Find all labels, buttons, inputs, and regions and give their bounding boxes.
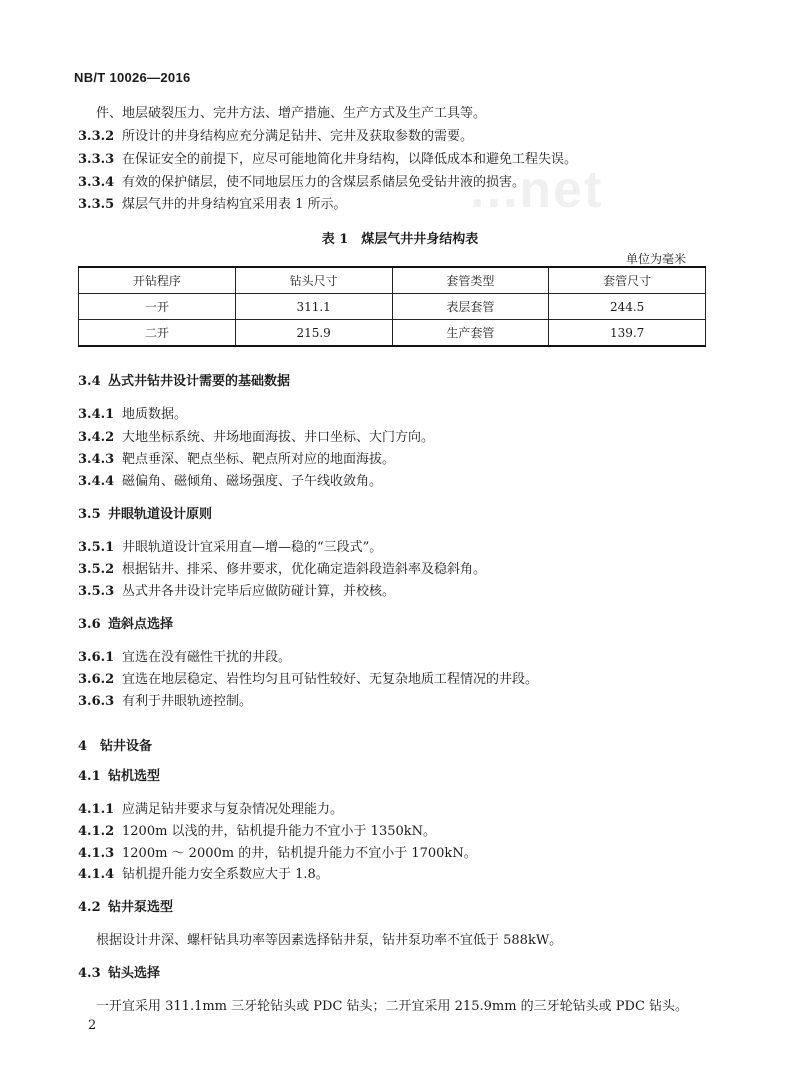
- clause-number: 3.3.4: [78, 175, 115, 190]
- clause-text: 宜选在地层稳定、岩性均匀且可钻性较好、无复杂地质工程情况的井段。: [122, 672, 539, 687]
- table-title: 表 1 煤层气井井身结构表: [321, 232, 479, 247]
- table-cell: 311.1: [235, 294, 392, 320]
- paragraph-4-2: 根据设计井深、螺杆钻具功率等因素选择钻井泵，钻井泵功率不宜低于 588kW。: [96, 933, 563, 948]
- section-number: 4: [78, 739, 88, 754]
- clause-number: 3.4.4: [78, 474, 115, 489]
- section-title: 钻机选型: [108, 769, 161, 784]
- clause-3-4-3: [78, 451, 395, 469]
- watermark: ...net: [470, 161, 604, 219]
- intro-line: 件、地层破裂压力、完井方法、增产措施、生产方式及生产工具等。: [96, 106, 487, 121]
- section-heading-3-4: [78, 373, 290, 391]
- clause-4-1-4: [78, 866, 329, 884]
- page-number: 2: [88, 1018, 97, 1033]
- clause-4-1-2: [78, 823, 436, 841]
- clause-3-4-2: [78, 429, 434, 447]
- section-title: 钻井泵选型: [108, 900, 174, 915]
- clause-4-1-1: [78, 801, 343, 819]
- section-title: 井眼轨道设计原则: [108, 507, 213, 522]
- table-unit-note: 单位为毫米: [626, 252, 687, 266]
- clause-text: 有利于井眼轨迹控制。: [122, 694, 253, 709]
- table-row: [79, 320, 706, 347]
- clause-3-6-2: [78, 671, 538, 689]
- table-cell: 139.7: [549, 320, 706, 347]
- clause-text: 应满足钻井要求与复杂情况处理能力。: [122, 802, 344, 817]
- clause-text: 钻机提升能力安全系数应大于 1.8。: [122, 867, 329, 882]
- section-number: 3.4: [78, 374, 101, 389]
- section-number: 3.6: [78, 617, 101, 632]
- section-title: 钻井设备: [100, 739, 153, 754]
- well-structure-table: [78, 266, 706, 347]
- section-heading-3-5: [78, 506, 212, 524]
- clause-3-5-1: [78, 539, 382, 557]
- clause-number: 3.5.3: [78, 584, 115, 599]
- section-heading-4-2: [78, 899, 173, 917]
- clause-text: 井眼轨道设计宜采用直—增—稳的“三段式”。: [122, 540, 383, 555]
- clause-number: 3.6.1: [78, 650, 115, 665]
- section-number: 3.5: [78, 507, 101, 522]
- clause-text: 所设计的井身结构应充分满足钻井、完井及获取参数的需要。: [122, 129, 474, 144]
- table-header-row: [79, 267, 706, 294]
- clause-text: 1200m ～ 2000m 的井，钻机提升能力不宜小于 1700kN。: [122, 846, 477, 861]
- clause-text: 在保证安全的前提下，应尽可能地简化井身结构，以降低成本和避免工程失误。: [122, 152, 578, 167]
- table-cell: 生产套管: [392, 320, 549, 347]
- column-header: 套管尺寸: [549, 267, 706, 294]
- clause-3-3-3: [78, 151, 577, 169]
- clause-3-5-2: [78, 561, 486, 579]
- section-number: 4.2: [78, 900, 101, 915]
- clause-text: 宜选在没有磁性干扰的井段。: [122, 650, 292, 665]
- section-heading-4-3: [78, 965, 160, 983]
- clause-3-5-3: [78, 583, 395, 601]
- clause-text: 1200m 以浅的井，钻机提升能力不宜小于 1350kN。: [122, 824, 437, 839]
- clause-3-6-1: [78, 649, 291, 667]
- clause-number: 3.4.1: [78, 407, 115, 422]
- clause-3-3-5: [78, 196, 347, 214]
- clause-4-1-3: [78, 845, 477, 863]
- standard-code-header: NB/T 10026—2016: [74, 70, 191, 85]
- clause-number: 3.4.3: [78, 452, 115, 467]
- clause-number: 3.5.2: [78, 562, 115, 577]
- clause-3-3-2: [78, 128, 473, 146]
- section-heading-4: [78, 738, 152, 756]
- section-number: 4.3: [78, 966, 101, 981]
- column-header: 开钻程序: [79, 267, 236, 294]
- clause-3-4-1: [78, 406, 187, 424]
- clause-text: 地质数据。: [122, 407, 188, 422]
- clause-3-6-3: [78, 693, 252, 711]
- table-cell: 244.5: [549, 294, 706, 320]
- section-title: 造斜点选择: [108, 617, 174, 632]
- section-title: 钻头选择: [108, 966, 161, 981]
- clause-text: 煤层气井的井身结构宜采用表 1 所示。: [122, 197, 347, 212]
- section-heading-4-1: [78, 768, 160, 786]
- clause-number: 4.1.4: [78, 867, 115, 882]
- clause-number: 3.3.2: [78, 129, 115, 144]
- table-cell: 二开: [79, 320, 236, 347]
- clause-number: 3.3.5: [78, 197, 115, 212]
- section-number: 4.1: [78, 769, 101, 784]
- clause-text: 磁偏角、磁倾角、磁场强度、子午线收敛角。: [122, 474, 383, 489]
- clause-number: 3.6.2: [78, 672, 115, 687]
- table-row: [79, 294, 706, 320]
- table-cell: 表层套管: [392, 294, 549, 320]
- clause-number: 3.6.3: [78, 694, 115, 709]
- clause-number: 4.1.2: [78, 824, 115, 839]
- clause-number: 4.1.3: [78, 846, 115, 861]
- table-cell: 215.9: [235, 320, 392, 347]
- clause-text: 根据钻井、排采、修井要求，优化确定造斜段造斜率及稳斜角。: [122, 562, 487, 577]
- clause-3-4-4: [78, 473, 382, 491]
- table-cell: 一开: [79, 294, 236, 320]
- clause-number: 3.5.1: [78, 540, 115, 555]
- column-header: 钻头尺寸: [235, 267, 392, 294]
- clause-text: 靶点垂深、靶点坐标、靶点所对应的地面海拔。: [122, 452, 396, 467]
- column-header: 套管类型: [392, 267, 549, 294]
- clause-number: 3.3.3: [78, 152, 115, 167]
- section-title: 丛式井钻井设计需要的基础数据: [108, 374, 291, 389]
- clause-text: 丛式井各井设计完毕后应做防碰计算，并校核。: [122, 584, 396, 599]
- clause-number: 3.4.2: [78, 430, 115, 445]
- section-heading-3-6: [78, 616, 173, 634]
- clause-3-3-4: [78, 174, 525, 192]
- clause-number: 4.1.1: [78, 802, 115, 817]
- paragraph-4-3: 一开宜采用 311.1mm 三牙轮钻头或 PDC 钻头；二开宜采用 215.9mm 的三牙轮钻头或 PDC 钻头。: [96, 999, 689, 1014]
- clause-text: 有效的保护储层，使不同地层压力的含煤层系储层免受钻井液的损害。: [122, 175, 526, 190]
- clause-text: 大地坐标系统、井场地面海拔、井口坐标、大门方向。: [122, 430, 435, 445]
